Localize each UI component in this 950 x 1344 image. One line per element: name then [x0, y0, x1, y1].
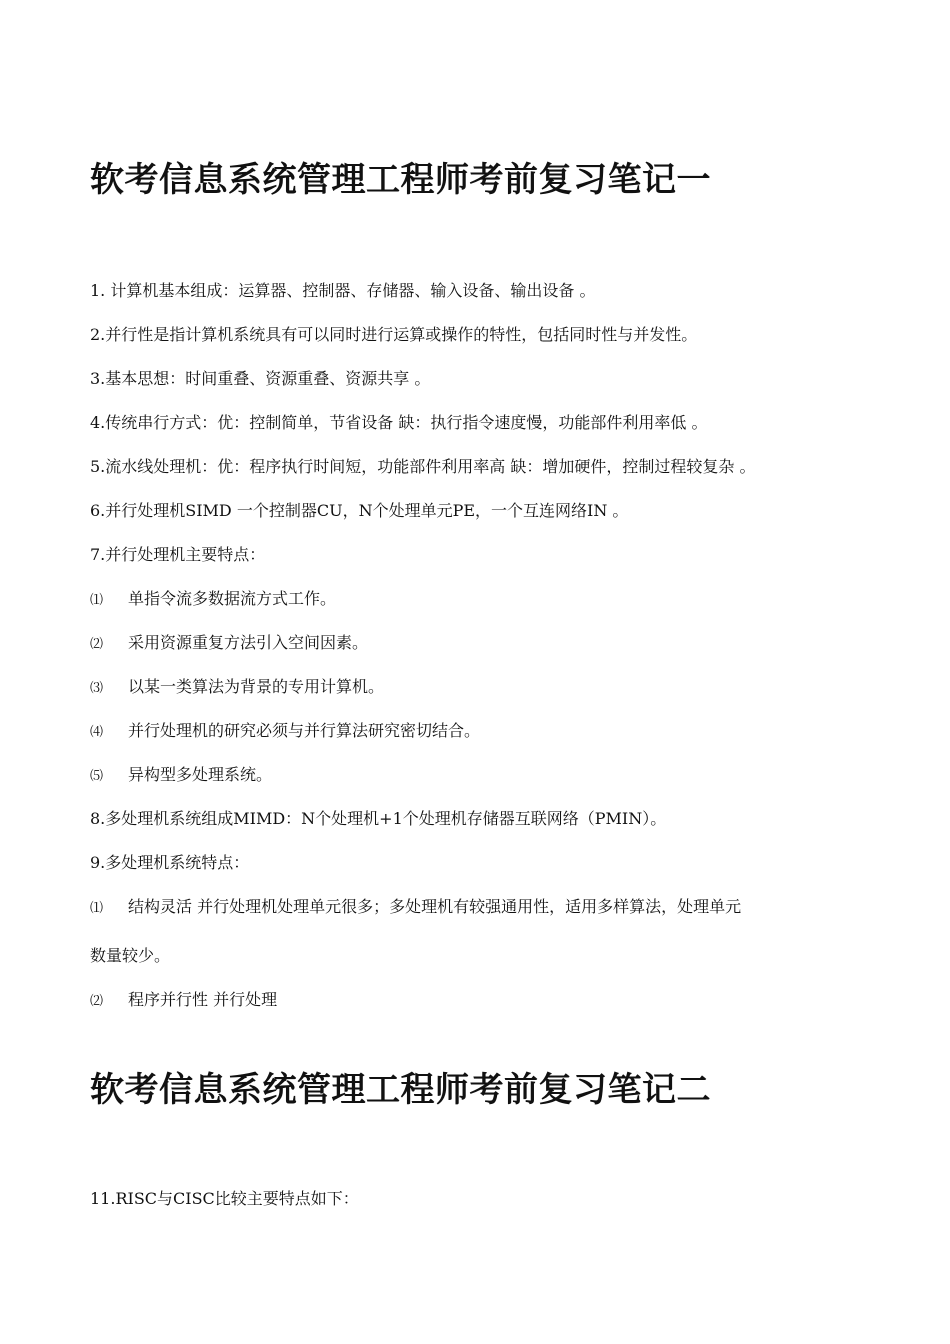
list-text: 并行处理机的研究必须与并行算法研究密切结合。 [128, 721, 481, 740]
item-5: 5.流水线处理机：优：程序执行时间短，功能部件利用率高 缺：增加硬件，控制过程较复杂 。 [90, 457, 756, 476]
list-marker: ⑸ [90, 769, 104, 784]
list-text: 异构型多处理系统。 [128, 765, 273, 784]
item-4: 4.传统串行方式：优：控制简单，节省设备 缺：执行指令速度慢，功能部件利用率低 。 [90, 413, 708, 432]
item-7-sub-4 [90, 721, 480, 743]
item-11: 11.RISC与CISC比较主要特点如下： [90, 1189, 359, 1208]
list-text: 单指令流多数据流方式工作。 [128, 589, 337, 608]
item-9: 9.多处理机系统特点： [90, 853, 250, 872]
list-text: 程序并行性 并行处理 [128, 990, 278, 1009]
item-7-sub-2 [90, 633, 368, 655]
item-9-sub-1-continuation: 数量较少。 [90, 946, 171, 965]
list-marker: ⑵ [90, 994, 104, 1009]
list-marker: ⑵ [90, 637, 104, 652]
item-2: 2.并行性是指计算机系统具有可以同时进行运算或操作的特性，包括同时性与并发性。 [90, 325, 698, 344]
item-1: 1. 计算机基本组成：运算器、控制器、存储器、输入设备、输出设备 。 [90, 281, 596, 300]
list-marker: ⑴ [90, 901, 104, 916]
item-7: 7.并行处理机主要特点： [90, 545, 266, 564]
item-7-sub-5 [90, 765, 272, 787]
list-marker: ⑴ [90, 593, 104, 608]
item-9-sub-1 [90, 897, 741, 919]
list-text: 以某一类算法为背景的专用计算机。 [128, 677, 385, 696]
item-9-sub-2 [90, 990, 277, 1012]
list-text: 采用资源重复方法引入空间因素。 [128, 633, 369, 652]
list-marker: ⑷ [90, 725, 104, 740]
section-1-title: 软考信息系统管理工程师考前复习笔记一 [90, 160, 711, 200]
item-7-sub-1 [90, 589, 336, 611]
item-7-sub-3 [90, 677, 384, 699]
item-8: 8.多处理机系统组成MIMD：N个处理机+1个处理机存储器互联网络（PMIN）。 [90, 809, 667, 828]
list-marker: ⑶ [90, 681, 104, 696]
list-text: 结构灵活 并行处理机处理单元很多；多处理机有较强通用性，适用多样算法，处理单元 [128, 897, 742, 916]
item-3: 3.基本思想：时间重叠、资源重叠、资源共享 。 [90, 369, 431, 388]
section-2-title: 软考信息系统管理工程师考前复习笔记二 [90, 1070, 711, 1110]
item-6: 6.并行处理机SIMD 一个控制器CU，N个处理单元PE，一个互连网络IN 。 [90, 501, 629, 520]
